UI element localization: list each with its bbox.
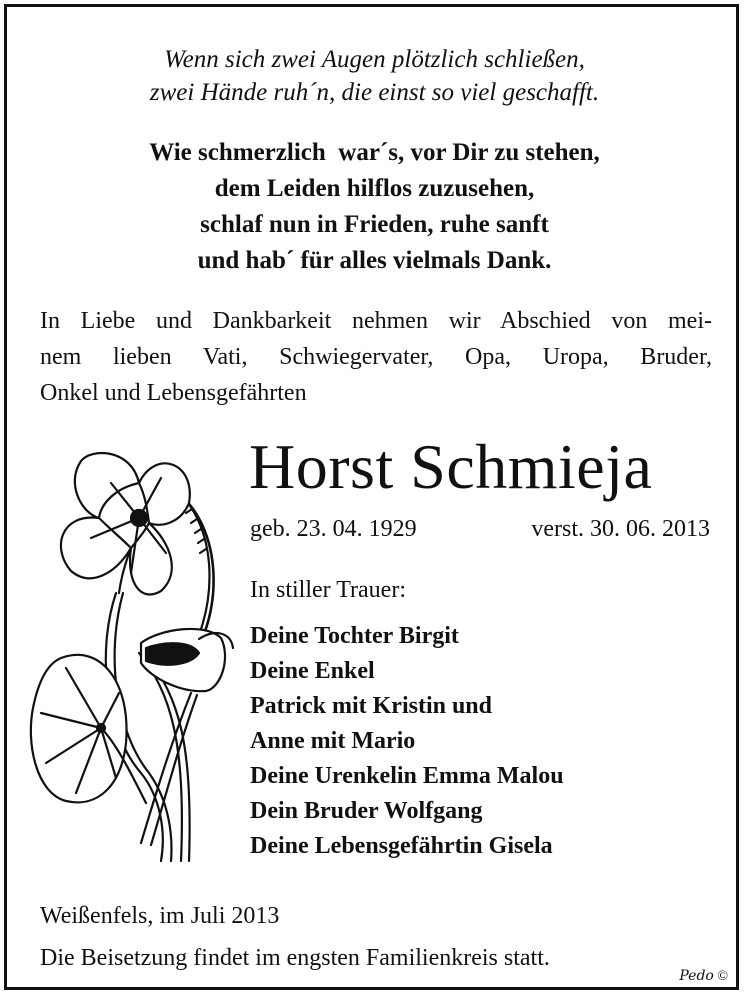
bold-verse	[7, 135, 742, 279]
verse-line: schlaf nun in Frieden, ruhe sanft	[200, 211, 549, 238]
mourner-item: Patrick mit Kristin und	[250, 693, 493, 719]
nasturtium-flower-icon	[21, 443, 236, 863]
mourning-heading: In stiller Trauer:	[250, 577, 406, 603]
death-date: verst. 30. 06. 2013	[531, 516, 710, 542]
mourner-item: Dein Bruder Wolfgang	[250, 798, 483, 824]
intro-line: Onkel und Lebensgefährten	[40, 380, 307, 406]
verse-line: zwei Hände ruh´n, die einst so viel geschafft.	[149, 79, 600, 106]
verse-line: Wenn sich zwei Augen plötzlich schließen,	[164, 46, 585, 73]
mourner-item: Deine Tochter Birgit	[250, 623, 459, 649]
artist-signature	[679, 968, 728, 985]
farewell-intro	[40, 303, 712, 411]
mourner-item: Anne mit Mario	[250, 728, 416, 754]
verse-line: Wie schmerzlich war´s, vor Dir zu stehen,	[149, 139, 600, 166]
italic-verse	[7, 43, 742, 109]
birth-date: geb. 23. 04. 1929	[250, 516, 417, 542]
verse-line: dem Leiden hilflos zuzusehen,	[214, 175, 535, 202]
intro-line: nem lieben Vati, Schwiegervater, Opa, Uropa, Bruder,	[40, 344, 712, 370]
mourner-item: Deine Urenkelin Emma Malou	[250, 763, 564, 789]
obituary-card	[4, 4, 739, 990]
place-date: Weißenfels, im Juli 2013	[40, 903, 280, 929]
copyright-icon: ©	[717, 969, 728, 984]
burial-note: Die Beisetzung findet im engsten Familienkreis statt.	[40, 945, 550, 971]
deceased-name: Horst Schmieja	[249, 431, 653, 502]
mourner-item: Deine Lebensgefährtin Gisela	[250, 833, 553, 859]
verse-line: und hab´ für alles vielmals Dank.	[197, 247, 552, 274]
mourner-item: Deine Enkel	[250, 658, 375, 684]
intro-line: In Liebe und Dankbarkeit nehmen wir Abschied von mei-	[40, 308, 712, 334]
artist-name: Pedo	[679, 968, 714, 984]
mourners-list	[250, 619, 564, 864]
